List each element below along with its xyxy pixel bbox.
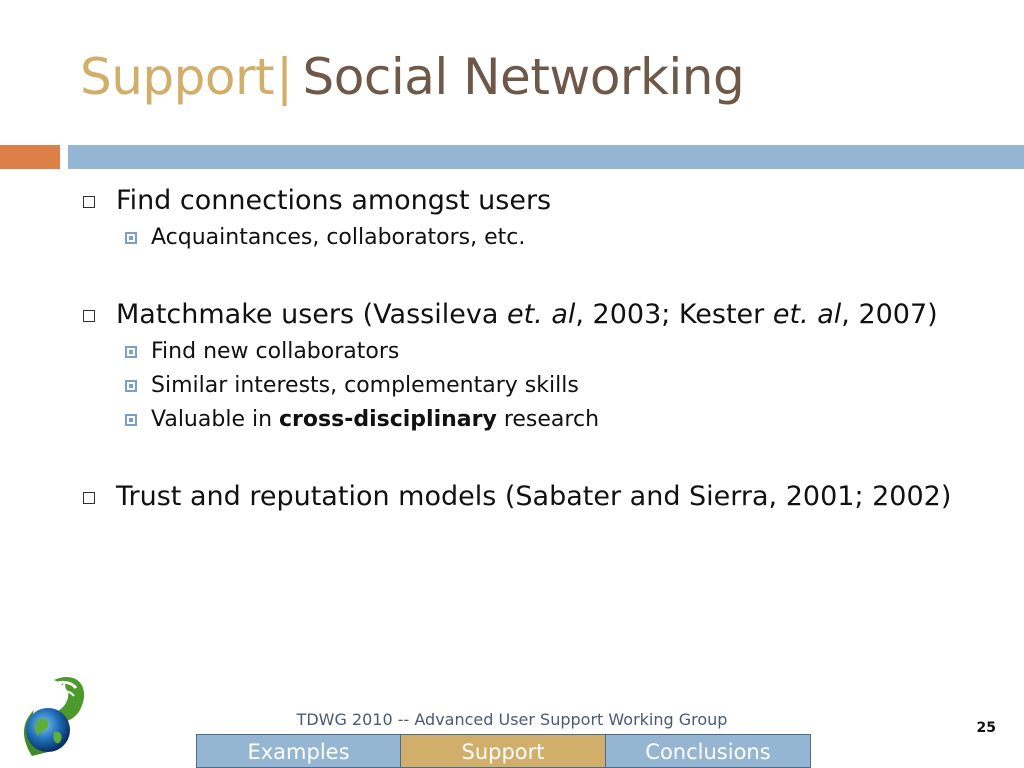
title-topic: Social Networking [302,48,745,106]
sub-bullet-text: Find new collaborators [151,339,400,364]
square-bullet-icon [125,414,137,426]
title-section: Support [80,48,275,106]
emphasis-text: cross-disciplinary [279,407,497,432]
square-bullet-icon [125,232,137,244]
nav-tab-conclusions[interactable]: Conclusions [606,734,811,768]
bullet-text: Matchmake users (Vassileva et. al, 2003; Kester et. al, 2007) [116,299,938,330]
nav-tab-examples[interactable]: Examples [196,734,401,768]
bullet-text: Find connections amongst users [116,185,552,216]
sub-bullet-item [80,224,960,252]
accent-bar-blue [68,145,1024,169]
sub-bullet-text: Acquaintances, collaborators, etc. [151,225,526,250]
page-number: 25 [976,720,996,736]
footer-text: TDWG 2010 -- Advanced User Support Working Group [296,710,728,729]
bullet-item [80,479,960,514]
hollow-square-bullet-icon [83,196,95,208]
accent-bar-orange [0,145,60,169]
citation-et-al: et. al [772,299,842,330]
bullet-text: Trust and reputation models (Sabater and Sierra, 2001; 2002) [116,481,952,512]
citation-et-al: et. al [506,299,576,330]
sub-bullet-item [80,372,960,400]
sub-bullet-text: Valuable in cross-disciplinary research [151,407,600,432]
bullet-item [80,297,960,332]
hollow-square-bullet-icon [83,492,95,504]
bullet-item [80,183,960,218]
square-bullet-icon [125,346,137,358]
title-separator: | [276,48,293,106]
nav-tab-support[interactable]: Support [401,734,606,768]
square-bullet-icon [125,380,137,392]
sub-bullet-item [80,338,960,366]
sub-bullet-item [80,406,960,434]
hollow-square-bullet-icon [83,310,95,322]
sub-bullet-text: Similar interests, complementary skills [151,373,579,398]
section-nav [196,734,811,768]
bullet-list [80,183,960,514]
slide-title [80,48,745,106]
